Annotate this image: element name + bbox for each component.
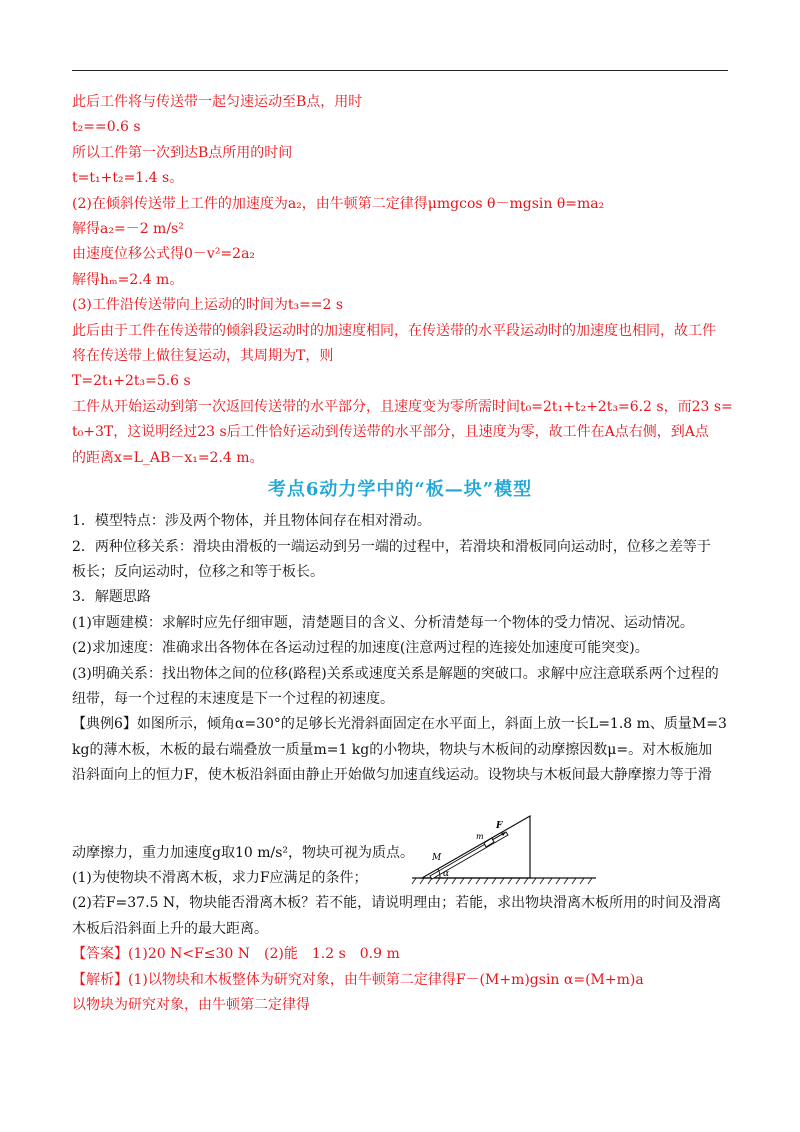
- solution-line-7: 由速度位移公式得0－v²=2a₂: [72, 246, 256, 263]
- point-6a: (3)明确关系：找出物体之间的位移(路程)关系或速度关系是解题的突破口。求解中应注意联系两个过程的: [72, 665, 719, 682]
- incline-figure: [410, 812, 600, 888]
- solution-line-13: 工件从开始运动到第一次返回传送带的水平部分，且速度变为零所需时间t₀=2t₁+t₂+2t₃=6.2 s，而23 s=: [72, 398, 733, 415]
- example-line-4: 动摩擦力，重力加速度g取10 m/s²，物块可视为质点。: [72, 844, 415, 861]
- solution-line-6: 解得a₂=－2 m/s²: [72, 221, 184, 238]
- answer-line: [72, 942, 728, 967]
- point-5: (2)求加速度：准确求出各物体在各运动过程的加速度(注意两过程的连接处加速度可能突变)。: [72, 640, 649, 657]
- example-line-6b: 木板后沿斜面上升的最大距离。: [72, 920, 268, 937]
- example-line-5: (1)为使物块不滑离木板，求力F应满足的条件；: [72, 869, 368, 886]
- solution-line-3: 所以工件第一次到达B点所用的时间: [72, 144, 293, 161]
- analysis-tag: 【解析】: [72, 971, 128, 988]
- solution-line-2: t₂==0.6 s: [72, 119, 141, 136]
- example-line-3: 沿斜面向上的恒力F，使木板沿斜面由静止开始做匀加速直线运动。设物块与木板间最大静摩擦力等于滑: [72, 767, 712, 784]
- example-line-1: 【典例6】如图所示，倾角α=30°的足够长光滑斜面固定在水平面上，斜面上放一长L=1.8 m、质量M=3: [72, 716, 727, 733]
- solution-line-1: 此后工件将与传送带一起匀速运动至B点，用时: [72, 94, 363, 110]
- solution-line-15: 的距离x=L_AB－x₁=2.4 m。: [72, 449, 264, 466]
- solution-line-9: (3)工件沿传送带向上运动的时间为t₃==2 s: [72, 297, 344, 314]
- section-title: 考点6动力学中的“板—块”模型: [267, 479, 533, 501]
- board: [430, 832, 508, 879]
- label-F: F: [496, 820, 503, 831]
- ground-hatch: [412, 878, 592, 884]
- analysis-line-2: 以物块为研究对象，由牛顿第二定律得: [72, 997, 310, 1013]
- analysis-line-1: [72, 968, 728, 993]
- point-2b: 板长；反向运动时，位移之和等于板长。: [72, 563, 324, 580]
- label-m: m: [476, 831, 484, 841]
- header-rule: [72, 70, 728, 71]
- example-line-2: kg的薄木板，木板的最右端叠放一质量m=1 kg的小物块，物块与木板间的动摩擦因数μ=。对木板施加: [72, 741, 713, 758]
- example-line-6a: (2)若F=37.5 N，物块能否滑离木板？若不能，请说明理由；若能，求出物块滑离木板所用的时间及滑离: [72, 895, 722, 912]
- solution-line-5: (2)在倾斜传送带上工件的加速度为a₂，由牛顿第二定律得μmgcos θ－mgsin θ=ma₂: [72, 195, 605, 212]
- solution-line-10: 此后由于工件在传送带的倾斜段运动时的加速度相同，在传送带的水平段运动时的加速度也相同，故工件: [72, 322, 716, 339]
- answer-tag: 【答案】: [72, 946, 128, 963]
- label-M: M: [432, 852, 442, 863]
- solution-line-12: T=2t₁+2t₃=5.6 s: [72, 373, 191, 390]
- point-6b: 纽带，每一个过程的末速度是下一个过程的初速度。: [72, 690, 394, 707]
- solution-line-4: t=t₁+t₂=1.4 s。: [72, 170, 184, 187]
- analysis-text-1: (1)以物块和木板整体为研究对象，由牛顿第二定律得F－(M+m)gsin α=(M+m)a: [128, 971, 644, 988]
- answer-text: (1)20 N<F≤30 N (2)能 1.2 s 0.9 m: [128, 946, 400, 963]
- page-content: [72, 90, 733, 1018]
- point-2a: 2．两种位移关系：滑块由滑板的一端运动到另一端的过程中，若滑块和滑板同向运动时，位移之差等于: [72, 538, 711, 555]
- label-alpha: α: [443, 868, 450, 879]
- solution-line-14: t₀+3T，这说明经过23 s后工件恰好运动到传送带的水平部分，且速度为零，故工件在A点右侧，到A点: [72, 424, 709, 441]
- solution-line-11: 将在传送带上做往复运动，其周期为T，则: [72, 348, 334, 365]
- point-1: 1．模型特点：涉及两个物体，并且物体间存在相对滑动。: [72, 513, 431, 530]
- incline: [422, 816, 530, 878]
- point-3: 3．解题思路: [72, 589, 151, 606]
- point-4: (1)审题建模：求解时应先仔细审题，清楚题目的含义、分析清楚每一个物体的受力情况、运动情况。: [72, 614, 694, 631]
- solution-line-8: 解得hₘ=2.4 m。: [72, 271, 184, 288]
- figure-spacer: [72, 789, 728, 841]
